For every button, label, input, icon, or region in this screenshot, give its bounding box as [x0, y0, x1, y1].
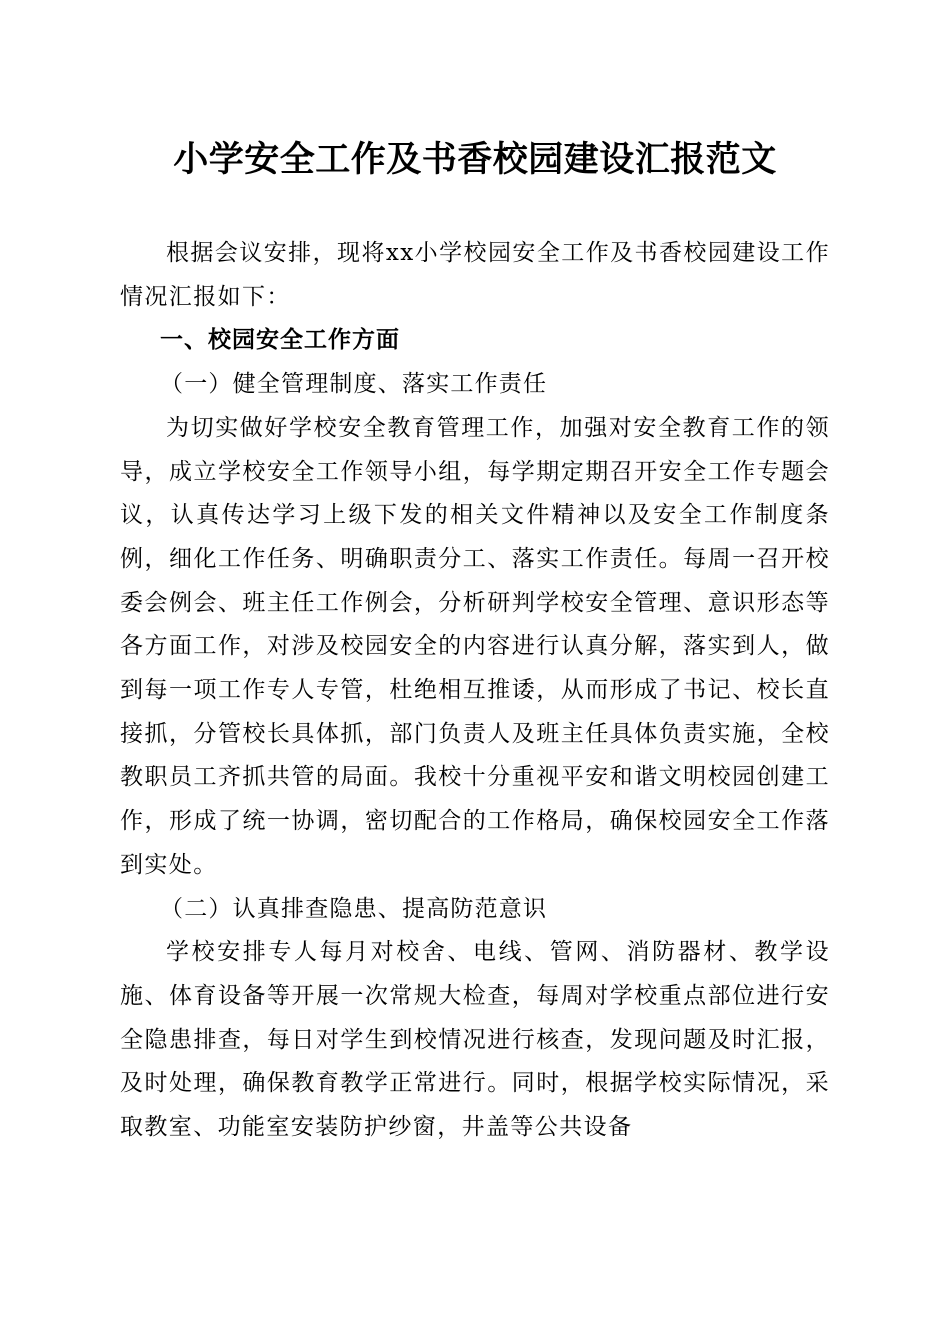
management-paragraph: 为切实做好学校安全教育管理工作，加强对安全教育工作的领导，成立学校安全工作领导小组，每学期定期召开安全工作专题会议，认真传达学习上级下发的相关文件精神以及安全工作制度条例，细化工作任务、明确职责分工、落实工作责任。每周一召开校委会例会、班主任工作例会，分析研判学校安全管理、意识形态等各方面工作，对涉及校园安全的内容进行认真分解，落实到人，做到每一项工作专人专管，杜绝相互推诿，从而形成了书记、校长直接抓，分管校长具体抓，部门负责人及班主任具体负责实施，全校教职员工齐抓共管的局面。我校十分重视平安和谐文明校园创建工作，形成了统一协调，密切配合的工作格局，确保校园安全工作落到实处。	[120, 414, 830, 878]
document-body	[120, 232, 830, 1150]
intro-paragraph: 根据会议安排，现将xx小学校园安全工作及书香校园建设工作情况汇报如下：	[120, 240, 830, 310]
subsection-heading-management: （一）健全管理制度、落实工作责任	[160, 371, 548, 398]
subsection-heading-hazard-check: （二）认真排查隐患、提高防范意识	[160, 895, 548, 922]
section-heading-campus-safety: 一、校园安全工作方面	[160, 327, 400, 354]
document-title: 小学安全工作及书香校园建设汇报范文	[173, 139, 777, 180]
hazard-check-paragraph: 学校安排专人每月对校舍、电线、管网、消防器材、教学设施、体育设备等开展一次常规大检查，每周对学校重点部位进行安全隐患排查，每日对学生到校情况进行核查，发现问题及时汇报，及时处理，确保教育教学正常进行。同时，根据学校实际情况，采取教室、功能室安装防护纱窗，井盖等公共设备	[120, 939, 830, 1141]
